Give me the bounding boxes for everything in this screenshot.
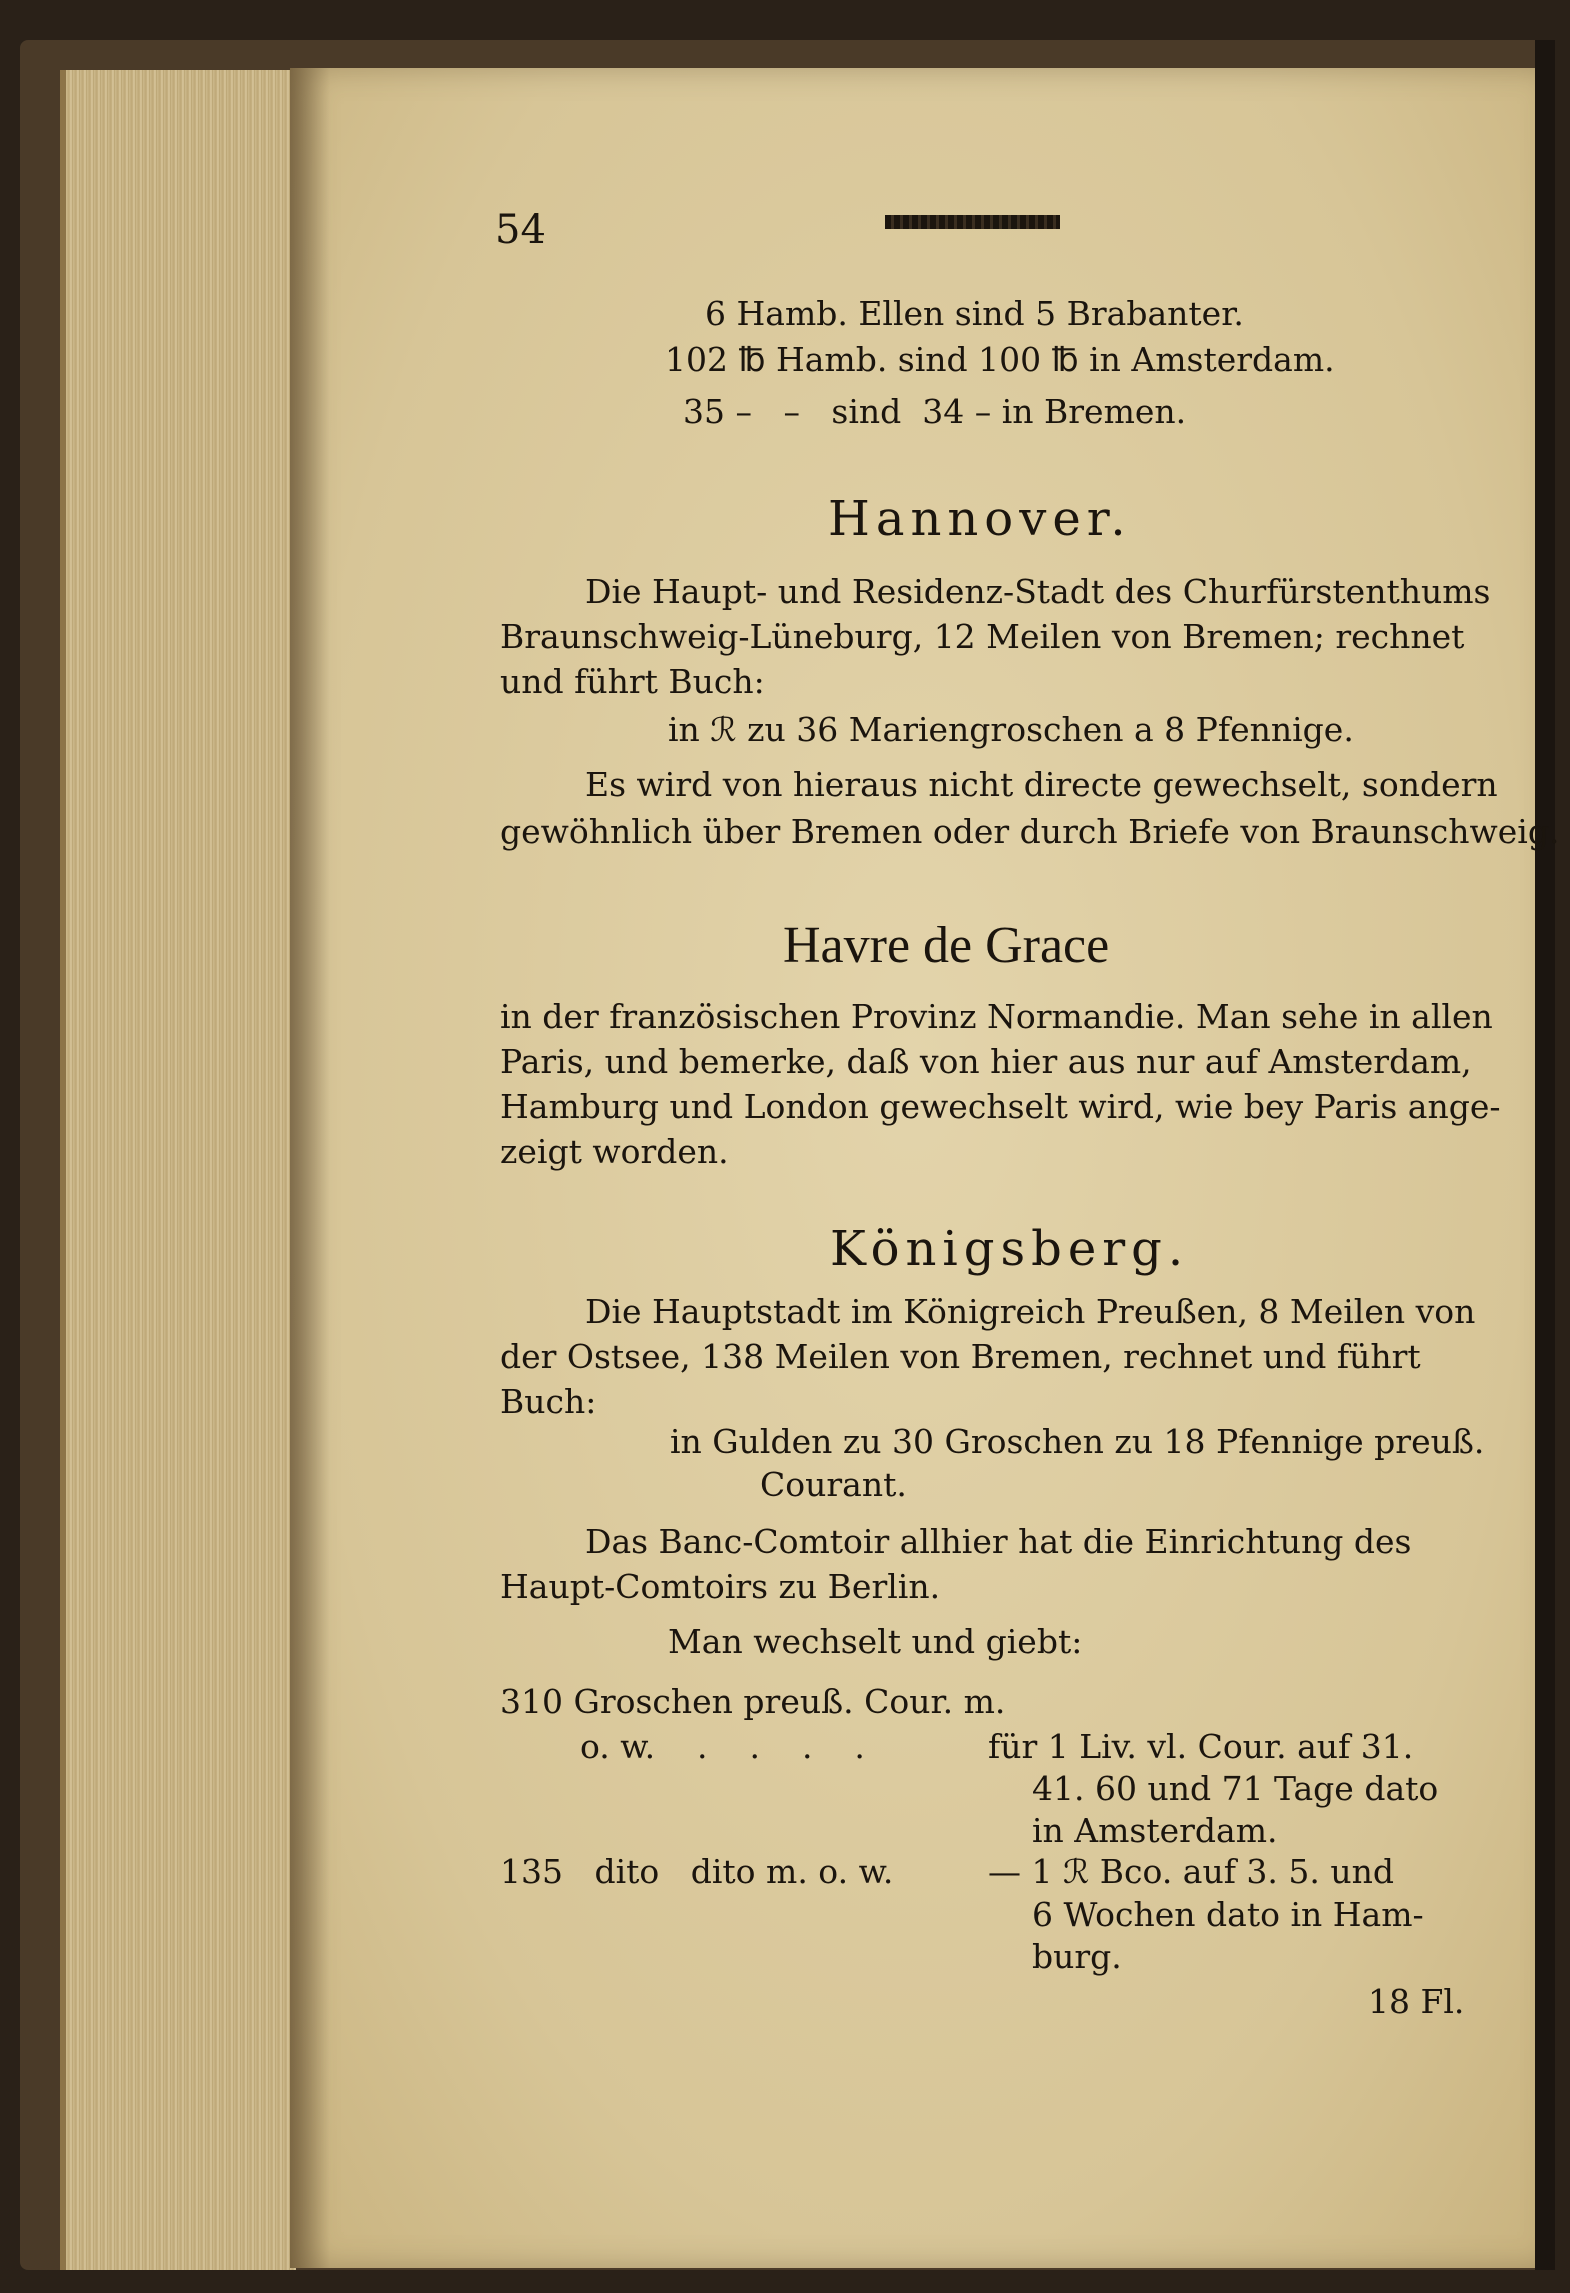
heading-koenigsberg: Königsberg. — [830, 1221, 1190, 1277]
page-number: 54 — [495, 207, 546, 253]
body-line: Paris, und bemerke, daß von hier aus nur auf Amsterdam, — [500, 1042, 1472, 1081]
conversion-line: 102 ℔ Hamb. sind 100 ℔ in Amsterdam. — [665, 340, 1335, 379]
conversion-line: 35 – – sind 34 – in Bremen. — [683, 392, 1187, 431]
body-line: Es wird von hieraus nicht directe gewechselt, sondern — [585, 765, 1498, 804]
body-line: gewöhnlich über Bremen oder durch Briefe von Braunschweig. — [500, 812, 1560, 851]
currency-line: in Gulden zu 30 Groschen zu 18 Pfennige preuß. — [670, 1422, 1485, 1461]
exchange-row-right: 6 Wochen dato in Ham- — [1032, 1895, 1424, 1934]
heading-hannover: Hannover. — [828, 491, 1132, 547]
page-edges — [60, 70, 296, 2270]
body-line: in der französischen Provinz Normandie. Man sehe in allen — [500, 997, 1493, 1036]
exchange-row-right: für 1 Liv. vl. Cour. auf 31. — [988, 1727, 1414, 1766]
exchange-row-right: — 1 ℛ Bco. auf 3. 5. und — [988, 1852, 1395, 1891]
currency-line: in ℛ zu 36 Mariengroschen a 8 Pfennige. — [668, 710, 1354, 749]
currency-line: Courant. — [760, 1465, 907, 1504]
body-line: der Ostsee, 138 Meilen von Bremen, rechnet und führt — [500, 1337, 1421, 1376]
exchange-row-left: 310 Groschen preuß. Cour. m. — [500, 1682, 1006, 1721]
exchange-row-left: o. w. . . . . — [580, 1727, 865, 1766]
gutter-shadow — [290, 68, 330, 2268]
body-line: Haupt-Comtoirs zu Berlin. — [500, 1567, 941, 1606]
body-line: zeigt worden. — [500, 1132, 729, 1171]
exchange-row-left: 135 dito dito m. o. w. — [500, 1852, 894, 1891]
conversion-line: 6 Hamb. Ellen sind 5 Brabanter. — [705, 294, 1244, 333]
exchange-row-right: burg. — [1032, 1937, 1122, 1976]
heading-havre: Havre de Grace — [783, 917, 1110, 974]
body-line: Braunschweig-Lüneburg, 12 Meilen von Bremen; rechnet — [500, 617, 1465, 656]
body-line: und führt Buch: — [500, 662, 765, 701]
exchange-row-right: in Amsterdam. — [1032, 1811, 1278, 1850]
header-ornament — [885, 215, 1060, 229]
exchange-row-right: 41. 60 und 71 Tage dato — [1032, 1769, 1439, 1808]
body-line: Hamburg und London gewechselt wird, wie bey Paris ange- — [500, 1087, 1501, 1126]
catchword: 18 Fl. — [1368, 1982, 1465, 2021]
exchange-intro: Man wechselt und giebt: — [668, 1622, 1083, 1661]
body-line: Die Hauptstadt im Königreich Preußen, 8 Meilen von — [585, 1292, 1476, 1331]
body-line: Das Banc-Comtoir allhier hat die Einrichtung des — [585, 1522, 1412, 1561]
body-line: Buch: — [500, 1382, 597, 1421]
body-line: Die Haupt- und Residenz-Stadt des Churfürstenthums — [585, 572, 1491, 611]
right-edge — [1535, 40, 1555, 2270]
